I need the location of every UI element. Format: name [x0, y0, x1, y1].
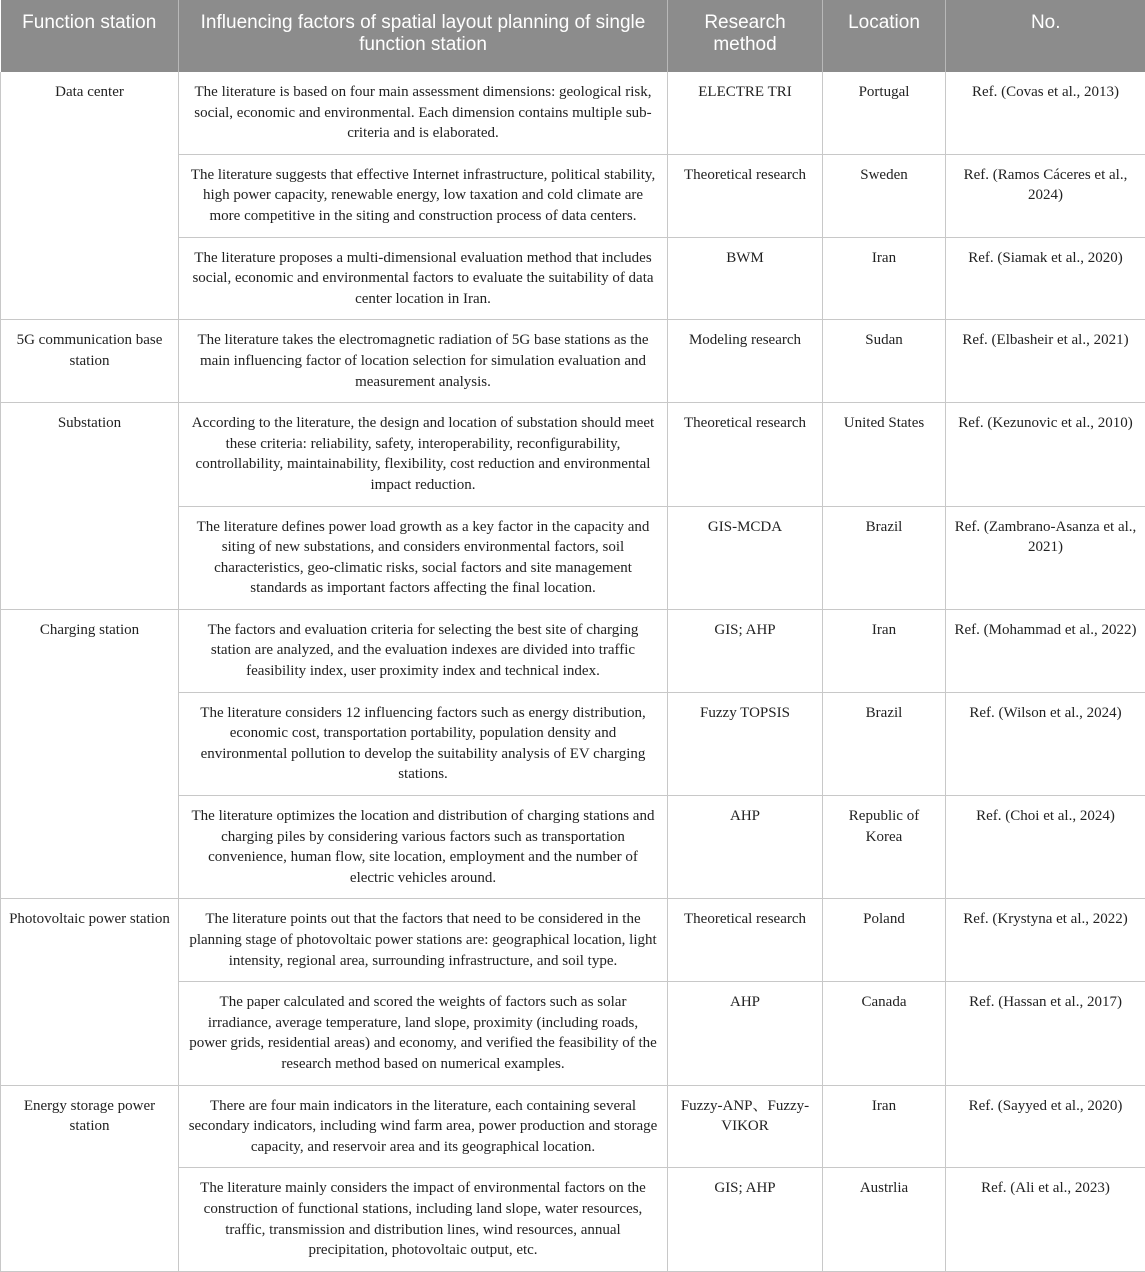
method-cell: AHP [668, 796, 823, 899]
location-cell: Iran [823, 1085, 946, 1168]
table-row [1, 403, 1145, 506]
reference-cell: Ref. (Siamak et al., 2020) [946, 237, 1145, 320]
factors-cell: The literature is based on four main assessment dimensions: geological risk, social, economic and environmental. Each dimension contains multiple sub-criteria and is elaborated. [179, 72, 668, 154]
location-cell: Republic of Korea [823, 796, 946, 899]
table-row [1, 72, 1145, 154]
method-cell: BWM [668, 237, 823, 320]
function-station-cell: Data center [1, 72, 179, 320]
header-row [1, 0, 1145, 72]
function-station-cell: 5G communication base station [1, 320, 179, 403]
method-cell: Theoretical research [668, 403, 823, 506]
table-body [1, 72, 1145, 1271]
method-cell: ELECTRE TRI [668, 72, 823, 154]
factors-cell: The literature points out that the factors that need to be considered in the planning stage of photovoltaic power stations are: geographical location, light intensity, regional area, surrounding infrastructure, and soil type. [179, 899, 668, 982]
header-no: No. [946, 0, 1145, 72]
method-cell: GIS; AHP [668, 1168, 823, 1271]
function-station-cell: Charging station [1, 609, 179, 899]
reference-cell: Ref. (Ali et al., 2023) [946, 1168, 1145, 1271]
factors-cell: There are four main indicators in the literature, each containing several secondary indicators, including wind farm area, power production and storage capacity, and reservoir area and its geographical location. [179, 1085, 668, 1168]
location-cell: Portugal [823, 72, 946, 154]
location-cell: Austrlia [823, 1168, 946, 1271]
factors-cell: The literature mainly considers the impact of environmental factors on the construction of functional stations, including land slope, water resources, traffic, transmission and distribution lines, wind resources, annual precipitation, photovoltaic output, etc. [179, 1168, 668, 1271]
reference-cell: Ref. (Krystyna et al., 2022) [946, 899, 1145, 982]
location-cell: United States [823, 403, 946, 506]
reference-cell: Ref. (Hassan et al., 2017) [946, 982, 1145, 1085]
factors-cell: According to the literature, the design and location of substation should meet these criteria: reliability, safety, interoperability, reconfigurability, controllability, maintainability, flexibility, cost reduction and environmental impact reduction. [179, 403, 668, 506]
table-row [1, 609, 1145, 692]
table-row [1, 320, 1145, 403]
function-station-cell: Energy storage power station [1, 1085, 179, 1271]
reference-cell: Ref. (Ramos Cáceres et al., 2024) [946, 154, 1145, 237]
reference-cell: Ref. (Mohammad et al., 2022) [946, 609, 1145, 692]
reference-cell: Ref. (Wilson et al., 2024) [946, 692, 1145, 795]
reference-cell: Ref. (Elbasheir et al., 2021) [946, 320, 1145, 403]
reference-cell: Ref. (Choi et al., 2024) [946, 796, 1145, 899]
method-cell: Theoretical research [668, 899, 823, 982]
factors-cell: The literature defines power load growth as a key factor in the capacity and siting of new substations, and considers environmental factors, soil characteristics, geo-climatic risks, social factors and site management standards as important factors affecting the final location. [179, 506, 668, 609]
header-influencing-factors: Influencing factors of spatial layout planning of single function station [179, 0, 668, 72]
factors-cell: The literature considers 12 influencing factors such as energy distribution, economic cost, transportation portability, population density and environmental pollution to develop the suitability analysis of EV charging stations. [179, 692, 668, 795]
factors-cell: The literature optimizes the location and distribution of charging stations and charging piles by considering various factors such as transportation convenience, human flow, site location, employment and the number of electric vehicles around. [179, 796, 668, 899]
table-row [1, 899, 1145, 982]
table-header [1, 0, 1145, 72]
reference-cell: Ref. (Zambrano-Asanza et al., 2021) [946, 506, 1145, 609]
method-cell: Fuzzy-ANP、Fuzzy-VIKOR [668, 1085, 823, 1168]
location-cell: Poland [823, 899, 946, 982]
table-row [1, 1085, 1145, 1168]
reference-cell: Ref. (Kezunovic et al., 2010) [946, 403, 1145, 506]
header-function-station: Function station [1, 0, 179, 72]
method-cell: AHP [668, 982, 823, 1085]
factors-cell: The literature suggests that effective Internet infrastructure, political stability, high power capacity, renewable energy, low taxation and cold climate are more competitive in the siting and construction process of data centers. [179, 154, 668, 237]
method-cell: Modeling research [668, 320, 823, 403]
factors-cell: The literature takes the electromagnetic radiation of 5G base stations as the main influencing factor of location selection for simulation evaluation and measurement analysis. [179, 320, 668, 403]
method-cell: GIS; AHP [668, 609, 823, 692]
function-station-cell: Substation [1, 403, 179, 610]
location-cell: Brazil [823, 506, 946, 609]
method-cell: Theoretical research [668, 154, 823, 237]
header-location: Location [823, 0, 946, 72]
reference-cell: Ref. (Sayyed et al., 2020) [946, 1085, 1145, 1168]
reference-cell: Ref. (Covas et al., 2013) [946, 72, 1145, 154]
factors-cell: The factors and evaluation criteria for selecting the best site of charging station are analyzed, and the evaluation indexes are divided into traffic feasibility index, user proximity index and technical index. [179, 609, 668, 692]
method-cell: Fuzzy TOPSIS [668, 692, 823, 795]
location-cell: Canada [823, 982, 946, 1085]
location-cell: Brazil [823, 692, 946, 795]
factors-cell: The paper calculated and scored the weights of factors such as solar irradiance, average temperature, land slope, proximity (including roads, power grids, residential areas) and economy, and verified the feasibility of the research method based on numerical examples. [179, 982, 668, 1085]
location-cell: Iran [823, 609, 946, 692]
factors-cell: The literature proposes a multi-dimensional evaluation method that includes social, economic and environmental factors to evaluate the suitability of data center location in Iran. [179, 237, 668, 320]
function-station-cell: Photovoltaic power station [1, 899, 179, 1085]
location-cell: Iran [823, 237, 946, 320]
header-research-method: Research method [668, 0, 823, 72]
location-cell: Sweden [823, 154, 946, 237]
method-cell: GIS-MCDA [668, 506, 823, 609]
location-cell: Sudan [823, 320, 946, 403]
